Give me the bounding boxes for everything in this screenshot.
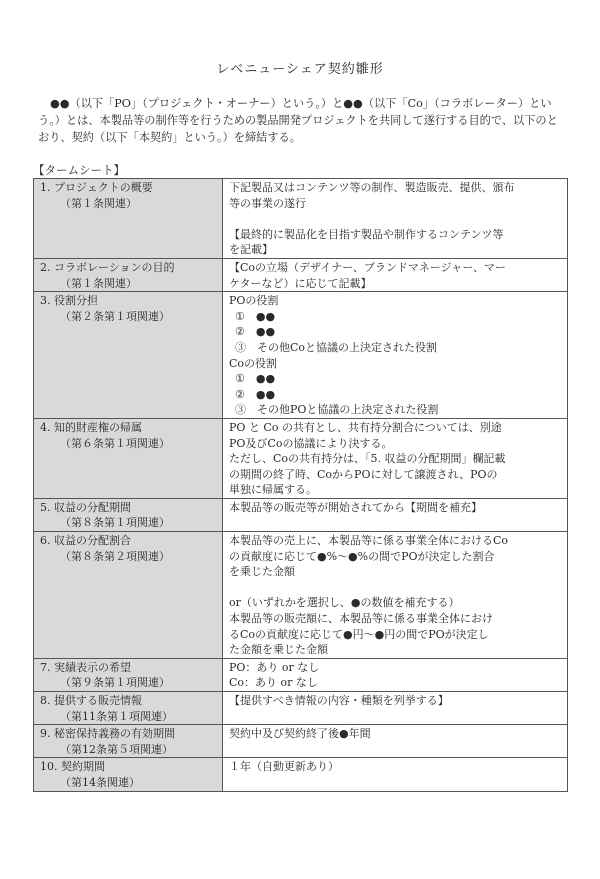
row-content-cell [223, 692, 568, 725]
content-line: ② ●● [235, 325, 276, 339]
content-line: 本製品等の販売額に、本製品等に係る事業全体におけ [229, 612, 493, 626]
row-label-cell [34, 179, 223, 259]
content-line: ただし、Coの共有持分は、「5. 収益の分配期間」欄記載 [229, 452, 506, 466]
row-label: 9. 秘密保持義務の有効期間 [40, 727, 175, 741]
row-label: 6. 収益の分配割合 [40, 534, 131, 548]
row-label-cell [34, 292, 223, 419]
row-label-cell [34, 692, 223, 725]
row-label-cell [34, 532, 223, 659]
row-content-cell [223, 658, 568, 691]
row-label: 10. 契約期間 [40, 760, 105, 774]
content-line: を記載】 [229, 243, 273, 257]
content-line [229, 211, 561, 227]
table-row [34, 725, 568, 758]
row-content-cell [223, 532, 568, 659]
row-reference: （第１条関連） [60, 276, 137, 290]
row-label-cell [34, 658, 223, 691]
table-row [34, 692, 568, 725]
row-reference: （第14条関連） [60, 775, 140, 789]
table-row [34, 418, 568, 498]
table-row [34, 179, 568, 259]
row-content-cell [223, 758, 568, 791]
row-label-cell [34, 258, 223, 291]
content-line: PO と Co の共有とし、共有持分割合については、別途 [229, 420, 502, 434]
row-reference: （第11条第１項関連） [60, 709, 173, 723]
content-line: or（いずれかを選択し、●の数値を補充する） [229, 596, 460, 610]
table-row [34, 292, 568, 419]
content-line: PO及びCoの協議により決する。 [229, 436, 393, 450]
row-reference: （第６条第１項関連） [60, 436, 170, 450]
content-line: の期間の終了時、CoからPOに対して譲渡され、POの [229, 467, 498, 481]
row-reference: （第12条第５項関連） [60, 742, 173, 756]
row-content-cell [223, 725, 568, 758]
content-line: ③ その他POと協議の上決定された役割 [235, 403, 439, 417]
row-label: 1. プロジェクトの概要 [40, 181, 153, 194]
row-content-cell [223, 418, 568, 498]
row-label: 2. コラボレーションの目的 [40, 260, 175, 274]
table-row [34, 258, 568, 291]
row-label-cell [34, 418, 223, 498]
row-label: 8. 提供する販売情報 [40, 694, 142, 707]
row-content-cell [223, 498, 568, 531]
content-line: PO：あり or なし [229, 660, 320, 674]
row-reference: （第２条第１項関連） [60, 309, 170, 323]
row-reference: （第８条第１項関連） [60, 516, 170, 530]
content-line: POの役割 [229, 294, 279, 308]
table-row [34, 658, 568, 691]
term-sheet-label: 【タームシート】 [33, 163, 125, 177]
content-line: ケターなど）に応じて記載】 [229, 276, 372, 290]
row-label: 4. 知的財産権の帰属 [40, 420, 142, 434]
row-label: 5. 収益の分配期間 [40, 500, 131, 514]
content-line: １年（自動更新あり） [229, 760, 339, 774]
content-line: 本製品等の販売等が開始されてから【期間を補充】 [229, 500, 482, 514]
content-line: 単独に帰属する。 [229, 483, 317, 497]
row-label-cell [34, 725, 223, 758]
table-row [34, 532, 568, 659]
row-content-cell [223, 258, 568, 291]
content-line: 下記製品又はコンテンツ等の制作、製造販売、提供、頒布 [229, 181, 515, 194]
document-title: レベニューシェア契約雛形 [216, 62, 384, 77]
content-line: 【Coの立場（デザイナー、ブランドマネージャー、マー [229, 260, 506, 274]
content-line: Co：あり or なし [229, 676, 318, 690]
content-line: 【提供すべき情報の内容・種類を列挙する】 [229, 694, 449, 707]
row-label: 7. 実績表示の希望 [40, 660, 131, 674]
row-label: 3. 役割分担 [40, 294, 98, 308]
row-reference: （第９条第１項関連） [60, 676, 170, 690]
content-line: るCoの貢献度に応じて●円～●円の間でPOが決定し [229, 627, 489, 641]
intro-paragraph: ●●（以下「PO」（プロジェクト・オーナー）という。）と●●（以下「Co」（コラボレーター）という。）とは、本製品等の制作等を行うための製品開発プロジェクトを共同して遂行する目的で、以下のとおり、契約（以下「本契約」という。）を締結する。 [38, 97, 558, 144]
content-line: Coの役割 [229, 356, 278, 370]
row-label-cell [34, 498, 223, 531]
row-label-cell [34, 758, 223, 791]
table-row [34, 498, 568, 531]
content-line: を乗じた金額 [229, 565, 295, 579]
content-line: ① ●● [235, 372, 276, 386]
row-reference: （第８条第２項関連） [60, 549, 170, 563]
content-line: ① ●● [235, 309, 276, 323]
content-line: の貢献度に応じて●%～●%の間でPOが決定した割合 [229, 549, 495, 563]
term-sheet-table [33, 178, 568, 792]
content-line: 【最終的に製品化を目指す製品や制作するコンテンツ等 [229, 227, 504, 241]
content-line: た金額を乗じた金額 [229, 643, 328, 657]
content-line: 本製品等の売上に、本製品等に係る事業全体におけるCo [229, 534, 509, 548]
row-reference: （第１条関連） [60, 196, 137, 210]
content-line: 等の事業の遂行 [229, 196, 306, 210]
table-row [34, 758, 568, 791]
row-content-cell [223, 292, 568, 419]
row-content-cell [223, 179, 568, 259]
content-line: 契約中及び契約終了後●年間 [229, 727, 371, 741]
content-line: ② ●● [235, 387, 276, 401]
content-line [229, 580, 561, 596]
content-line: ③ その他Coと協議の上決定された役割 [235, 340, 438, 354]
